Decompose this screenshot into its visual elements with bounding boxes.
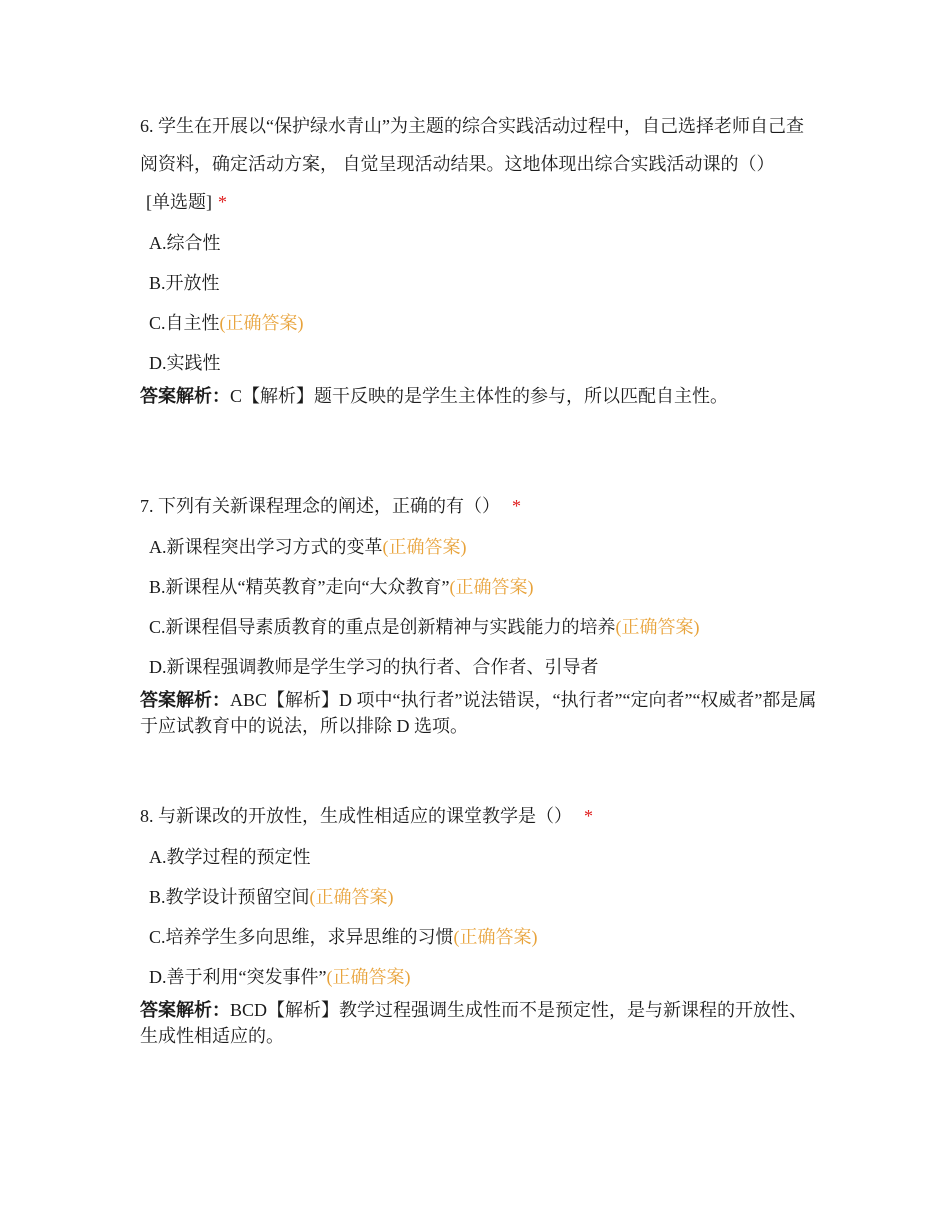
analysis-label: 答案解析：: [140, 690, 230, 710]
required-mark: *: [584, 806, 593, 826]
option-a[interactable]: A.综合性: [149, 233, 221, 253]
analysis-text: ABC【解析】D 项中“执行者”说法错误，“执行者”“定向者”“权威者”都是属于应试教育中的说法，所以排除 D 选项。: [140, 690, 817, 736]
question-stem: 7. 下列有关新课程理念的阐述，正确的有（） *: [140, 496, 521, 516]
option-c[interactable]: C.新课程倡导素质教育的重点是创新精神与实践能力的培养(正确答案): [149, 617, 700, 637]
required-mark: *: [218, 192, 227, 212]
option-d[interactable]: D.善于利用“突发事件”(正确答案): [149, 967, 411, 987]
required-mark: *: [512, 496, 521, 516]
options-list: [140, 223, 820, 383]
options-list: [140, 527, 820, 687]
options-list: [140, 837, 820, 997]
option-b[interactable]: B.新课程从“精英教育”走向“大众教育”(正确答案): [149, 577, 534, 597]
answer-analysis: [140, 687, 820, 739]
option-a[interactable]: A.教学过程的预定性: [149, 847, 311, 867]
question-8: [140, 797, 820, 1049]
correct-answer-tag: (正确答案): [382, 537, 467, 557]
option-b[interactable]: B.教学设计预留空间(正确答案): [149, 887, 394, 907]
question-stem: 6. 学生在开展以“保护绿水青山”为主题的综合实践活动过程中，自己选择老师自己查阅资料，确定活动方案， 自觉呈现活动结果。这地体现出综合实践活动课的（）[单选题] *: [140, 107, 820, 221]
option-c[interactable]: C.自主性(正确答案): [149, 313, 304, 333]
option-c[interactable]: C.培养学生多向思维，求异思维的习惯(正确答案): [149, 927, 538, 947]
correct-answer-tag: (正确答案): [326, 967, 411, 987]
analysis-text: BCD【解析】教学过程强调生成性而不是预定性，是与新课程的开放性、生成性相适应的。: [140, 1000, 808, 1046]
option-d[interactable]: D.新课程强调教师是学生学习的执行者、合作者、引导者: [149, 657, 599, 677]
option-a[interactable]: A.新课程突出学习方式的变革(正确答案): [149, 537, 467, 557]
question-7: [140, 487, 820, 739]
question-type: [单选题]: [146, 192, 212, 212]
option-d[interactable]: D.实践性: [149, 353, 221, 373]
option-b[interactable]: B.开放性: [149, 273, 220, 293]
analysis-text: C【解析】题干反映的是学生主体性的参与，所以匹配自主性。: [230, 386, 729, 406]
correct-answer-tag: (正确答案): [615, 617, 700, 637]
correct-answer-tag: (正确答案): [453, 927, 538, 947]
correct-answer-tag: (正确答案): [309, 887, 394, 907]
question-6: [140, 107, 820, 409]
correct-answer-tag: (正确答案): [449, 577, 534, 597]
question-stem: 8. 与新课改的开放性，生成性相适应的课堂教学是（） *: [140, 806, 593, 826]
correct-answer-tag: (正确答案): [219, 313, 304, 333]
answer-analysis: [140, 997, 820, 1049]
answer-analysis: [140, 383, 820, 409]
analysis-label: 答案解析：: [140, 1000, 230, 1020]
analysis-label: 答案解析：: [140, 386, 230, 406]
